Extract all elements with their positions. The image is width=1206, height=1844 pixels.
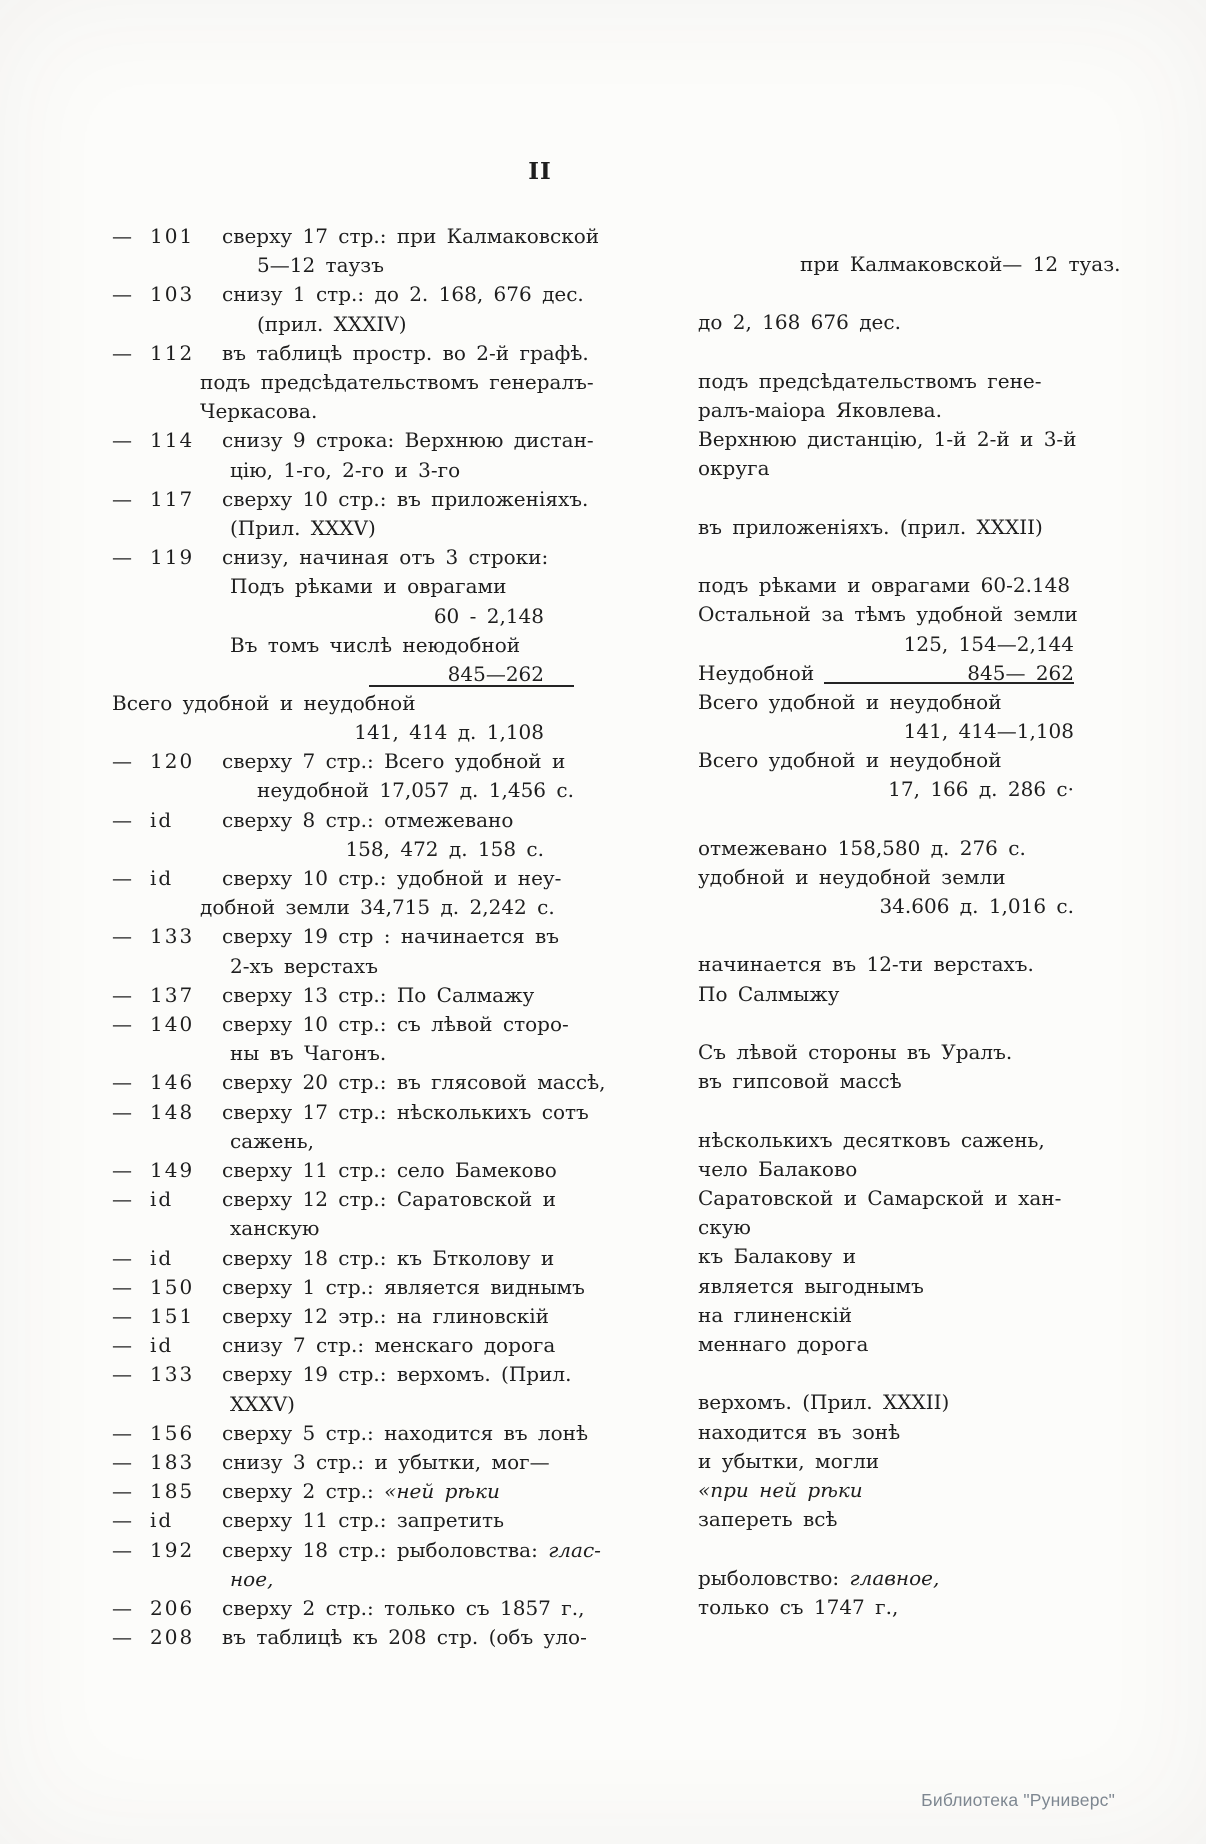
erratum-line: 60 - 2,148 [433,603,544,628]
page-ref: 148 [150,1099,195,1124]
page-ref: 103 [150,282,195,307]
page-ref: 150 [150,1274,195,1299]
page-ref: 146 [150,1070,195,1095]
dash-marker: — [112,340,132,365]
erratum-text: сверху 2 стр.: «ней рѣки [222,1479,500,1504]
correction-line: къ Балакову и [698,1244,857,1269]
erratum-line: 158, 472 д. 158 с. [345,836,544,861]
correction-line: верхомъ. (Прил. XXXII) [698,1390,950,1415]
page-ref: 114 [150,428,195,453]
dash-marker: — [112,1479,132,1504]
correction-line: на глиненскій [698,1302,853,1327]
erratum-line: Подъ рѣками и оврагами [230,574,507,599]
erratum-line [112,339,589,368]
blank-line [698,484,1078,513]
blank-line [698,279,1078,308]
blank-line [698,921,1078,950]
erratum-line [112,981,574,1010]
erratum-line: неудобной 17,057 д. 1,456 с. [257,778,574,803]
page-ref: 156 [150,1420,195,1445]
erratum-line: Въ томъ числѣ неюдобной [230,632,521,657]
page-ref: id [150,1333,174,1358]
erratum-text: сверху 10 стр.: съ лѣвой сторо- [222,1011,569,1036]
label-text: Неудобной [698,660,815,685]
correction-line: 34.606 д. 1,016 с. [879,893,1074,918]
correction-line: въ гипсовой массѣ [698,1069,902,1094]
erratum-line [112,1448,574,1477]
correction-line: до 2, 168 676 дес. [698,310,901,335]
correction-line: Съ лѣвой стороны въ Уралъ. [698,1039,1013,1064]
erratum-text: снизу 7 стр.: менскаго дорога [222,1333,556,1358]
correction-line: Всего удобной и неудобной [698,747,1002,772]
correction-line: удобной и неудобной земли [698,864,1006,889]
dash-marker: — [112,1011,132,1036]
erratum-line: XXXV) [230,1391,295,1416]
erratum-line [112,806,574,835]
erratum-line: цію, 1-го, 2-го и 3-го [230,457,461,482]
correction-line: отмежевано 158,580 д. 276 с. [698,835,1026,860]
erratum-line: подъ предсѣдательствомъ генералъ- [200,370,594,395]
page-ref: 112 [150,340,195,365]
erratum-text: сверху 19 стр.: верхомъ. (Прил. [222,1362,572,1387]
correction-line: запереть всѣ [698,1507,838,1532]
dash-marker: — [112,428,132,453]
erratum-text: сверху 1 стр.: является виднымъ [222,1274,585,1299]
dash-marker: — [112,486,132,511]
erratum-line [112,485,589,514]
page-ref: id [150,807,174,832]
dash-marker: — [112,924,132,949]
correction-line: рыболовство: главное, [698,1565,940,1590]
erratum-line [112,1244,574,1273]
erratum-text: сверху 20 стр.: въ глясовой массѣ, [222,1070,606,1095]
erratum-line: ное, [230,1566,274,1591]
erratum-line [112,1185,574,1214]
page-number-header: II [528,158,552,185]
page-ref: 206 [150,1596,195,1621]
blank-line [698,1534,1078,1563]
blank-line [698,804,1078,833]
erratum-text: въ таблицѣ къ 208 стр. (объ уло- [222,1625,587,1650]
page-ref: 140 [150,1011,195,1036]
library-watermark: Библиотека "Руниверс" [921,1790,1115,1810]
erratum-text: сверху 5 стр.: находится въ лонѣ [222,1420,589,1445]
page-ref: 192 [150,1537,195,1562]
page-ref: 185 [150,1479,195,1504]
erratum-line [112,1506,574,1535]
correction-line: Саратовской и Самарской и хан- [698,1186,1062,1210]
dash-marker: — [112,1158,132,1182]
erratum-line [112,1594,585,1623]
erratum-line [112,1010,574,1039]
correction-line: «при ней рѣки [698,1478,863,1503]
dash-marker: — [112,1420,132,1445]
erratum-text: снизу, начиная отъ 3 строки: [222,545,549,570]
page-ref: id [150,865,174,890]
erratum-line: ны въ Чагонъ. [230,1041,387,1066]
correction-line: 141, 414—1,108 [903,718,1074,743]
page-ref: 133 [150,1362,195,1387]
blank-line [698,1009,1078,1038]
erratum-text: сверху 19 стр : начинается въ [222,924,559,949]
dash-marker: — [112,224,132,248]
erratum-line: сажень, [230,1128,314,1153]
value-text: 845— 262 [967,660,1074,685]
correction-line: Всего удобной и неудобной [698,689,1002,714]
dash-marker: — [112,1508,132,1533]
correction-line: подъ предсѣдательствомъ гене- [698,368,1042,393]
erratum-line [112,864,574,893]
dash-marker: — [112,865,132,890]
dash-marker: — [112,1625,132,1650]
dash-marker: — [112,1333,132,1358]
erratum-text: сверху 18 стр.: къ Бтколову и [222,1245,555,1270]
dash-marker: — [112,1537,132,1562]
page-ref: id [150,1187,174,1212]
erratum-line: (Прил. XXXV) [230,516,376,541]
dash-marker: — [112,282,132,307]
page-ref: 101 [150,224,195,248]
correction-line: 125, 154—2,144 [903,631,1074,656]
correction-line: 17, 166 д. 286 с· [888,777,1074,802]
page-ref: id [150,1245,174,1270]
correction-line: Верхнюю дистанцію, 1-й 2-й и 3-й [698,427,1077,452]
errata-left-column [112,222,606,1652]
dash-marker: — [112,1099,132,1124]
erratum-text: сверху 10 стр.: удобной и неу- [222,865,562,890]
correction-line: подъ рѣками и оврагами 60-2.148 [698,573,1071,598]
page-ref: 120 [150,749,195,774]
page-ref: 183 [150,1450,195,1475]
correction-line: находится въ зонѣ [698,1419,901,1444]
erratum-text: снизу 9 строка: Верхнюю дистан- [222,428,594,453]
erratum-text: сверху 13 стр.: По Салмажу [222,982,535,1007]
correction-line: и убытки, могли [698,1448,880,1473]
erratum-line: 2-хъ верстахъ [230,953,378,978]
erratum-text: сверху 7 стр.: Всего удобной и [222,749,566,774]
erratum-line [112,1068,606,1097]
page-ref: 137 [150,982,195,1007]
erratum-text: сверху 11 стр.: запретить [222,1508,504,1533]
erratum-line: (прил. XXXIV) [257,311,407,336]
erratum-line [112,426,594,455]
blank-line [698,1359,1078,1388]
erratum-text: сверху 12 этр.: на глиновскій [222,1304,550,1329]
correction-line: Остальной за тѣмъ удобной земли [698,602,1078,627]
erratum-line [112,222,600,251]
erratum-text: въ таблицѣ простр. во 2-й графѣ. [222,340,589,365]
erratum-line [112,1536,601,1565]
erratum-text: снизу 3 стр.: и убытки, мог— [222,1450,550,1475]
erratum-text: сверху 17 стр.: нѣсколькихъ сотъ [222,1099,589,1124]
erratum-line [112,1331,574,1360]
page-ref: 149 [150,1158,195,1182]
correction-line: является выгоднымъ [698,1273,924,1298]
erratum-line: ханскую [230,1216,320,1241]
erratum-line: 141, 414 д. 1,108 [354,719,544,744]
dash-marker: — [112,807,132,832]
dash-marker: — [112,982,132,1007]
erratum-line [112,1098,589,1127]
erratum-text: сверху 18 стр.: рыболовства: глас- [222,1537,601,1562]
dash-marker: — [112,1274,132,1299]
erratum-text: сверху 10 стр.: въ приложеніяхъ. [222,486,589,511]
erratum-text: сверху 2 стр.: только съ 1857 г., [222,1596,585,1621]
correction-line: начинается въ 12-ти верстахъ. [698,952,1034,977]
page-ref: 208 [150,1625,195,1650]
dash-marker: — [112,1304,132,1329]
erratum-line: Всего удобной и неудобной [112,690,416,715]
dash-marker: — [112,1070,132,1095]
correction-line: въ приложеніяхъ. (прил. XXXII) [698,514,1043,539]
blank-line [698,542,1078,571]
blank-line [698,338,1078,367]
erratum-line [112,543,574,572]
erratum-line: 5—12 таузъ [257,253,384,278]
erratum-text: сверху 11 стр.: село Бамеково [222,1158,557,1182]
erratum-line [112,1273,585,1302]
dash-marker: — [112,1596,132,1621]
erratum-line: добной земли 34,715 д. 2,242 с. [200,895,555,920]
erratum-line [112,1156,574,1185]
correction-line: при Калмаковской— 12 туаз. [800,252,1121,276]
corrections-right-column [698,250,1121,1622]
erratum-line [112,747,574,776]
page-ref: 151 [150,1304,195,1329]
correction-line: округа [698,456,770,481]
correction-line: меннаго дорога [698,1332,869,1357]
correction-line: скую [698,1215,751,1240]
page-ref: 119 [150,545,195,570]
dash-marker: — [112,545,132,570]
dash-marker: — [112,1245,132,1270]
page-ref: 117 [150,486,195,511]
dash-marker: — [112,749,132,774]
erratum-line: Черкасова. [200,399,318,424]
dash-marker: — [112,1450,132,1475]
correction-line: нѣсколькихъ десятковъ сажень, [698,1127,1045,1152]
correction-line: чело Балаково [698,1156,858,1181]
erratum-text: сверху 12 стр.: Саратовской и [222,1187,556,1212]
erratum-line [112,1360,574,1389]
page-ref: id [150,1508,174,1533]
erratum-line [112,1477,574,1506]
erratum-text: сверху 8 стр.: отмежевано [222,807,514,832]
page-ref: 133 [150,924,195,949]
correction-line: ралъ-маіора Яковлева. [698,398,942,423]
correction-line: По Салмыжу [698,981,840,1006]
erratum-line [112,1419,589,1448]
erratum-line [112,280,584,309]
erratum-line [112,1302,574,1331]
dash-marker: — [112,1187,132,1212]
correction-line: только съ 1747 г., [698,1594,899,1619]
erratum-line [112,922,574,951]
erratum-line: 845—262 [447,662,544,687]
erratum-text: снизу 1 стр.: до 2. 168, 676 дес. [222,282,584,307]
dash-marker: — [112,1362,132,1387]
erratum-text: сверху 17 стр.: при Калмаковской [222,224,600,248]
erratum-line [112,1623,587,1652]
blank-line [698,1096,1078,1125]
